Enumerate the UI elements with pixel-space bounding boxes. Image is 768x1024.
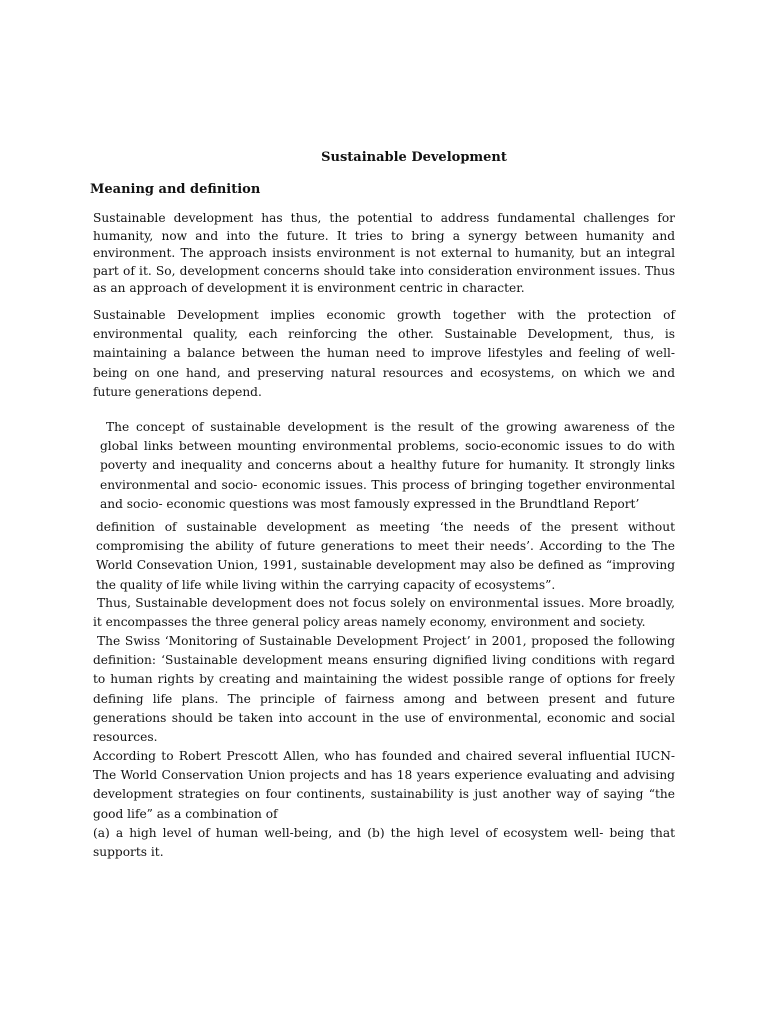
document-title: Sustainable Development (321, 150, 507, 165)
paragraph-6 (93, 632, 675, 747)
paragraph-text: definition of sustainable development as meeting ‘the needs of the present without compromising the ability of future generations to meet their needs’. According to the The World Consevation Union, 1991, sustainable development may also be defined as “improving the quality of life while living within the carrying capacity of ecosystems”. (96, 520, 675, 592)
section-heading: Meaning and definition (90, 182, 261, 197)
paragraph-4 (96, 518, 675, 595)
paragraph-8 (93, 824, 675, 862)
paragraph-3 (100, 418, 675, 514)
paragraph-text: (a) a high level of human well-being, and (b) the high level of ecosystem well- being that supports it. (93, 826, 675, 860)
paragraph-text: Sustainable development has thus, the potential to address fundamental challenges for humanity, now and into the future. It tries to bring a synergy between humanity and environment. The approach insists environment is not external to humanity, but an integral part of it. So, development concerns should take into consideration environment issues. Thus as an approach of development it is environment centric in character. (93, 211, 675, 295)
paragraph-text: According to Robert Prescott Allen, who has founded and chaired several influential IUCN-The World Conservation Union projects and has 18 years experience evaluating and advising development strategies on four continents, sustainability is just another way of saying “the good life” as a combination of (93, 749, 675, 821)
paragraph-7 (93, 747, 675, 824)
paragraph-text: The Swiss ‘Monitoring of Sustainable Development Project’ in 2001, proposed the following definition: ‘Sustainable development means ensuring dignified living conditions with regard to human rights by creating and maintaining the widest possible range of options for freely defining life plans. The principle of fairness among and between present and future generations should be taken into account in the use of environmental, economic and social resources. (93, 634, 675, 745)
paragraph-text: The concept of sustainable development is the result of the growing awareness of the global links between mounting environmental problems, socio-economic issues to do with poverty and inequality and concerns about a healthy future for humanity. It strongly links environmental and socio- economic issues. This process of bringing together environmental and socio- economic questions was most famously expressed in the Brundtland Report’ (100, 420, 675, 511)
paragraph-2 (93, 306, 675, 402)
paragraph-1 (93, 210, 675, 298)
paragraph-5 (93, 594, 675, 632)
paragraph-text: Sustainable Development implies economic growth together with the protection of environmental quality, each reinforcing the other. Sustainable Development, thus, is maintaining a balance between the human need to improve lifestyles and feeling of well-being on one hand, and preserving natural resources and ecosystems, on which we and future generations depend. (93, 308, 675, 399)
paragraph-text: Thus, Sustainable development does not focus solely on environmental issues. More broadly, it encompasses the three general policy areas namely economy, environment and society. (93, 596, 675, 630)
